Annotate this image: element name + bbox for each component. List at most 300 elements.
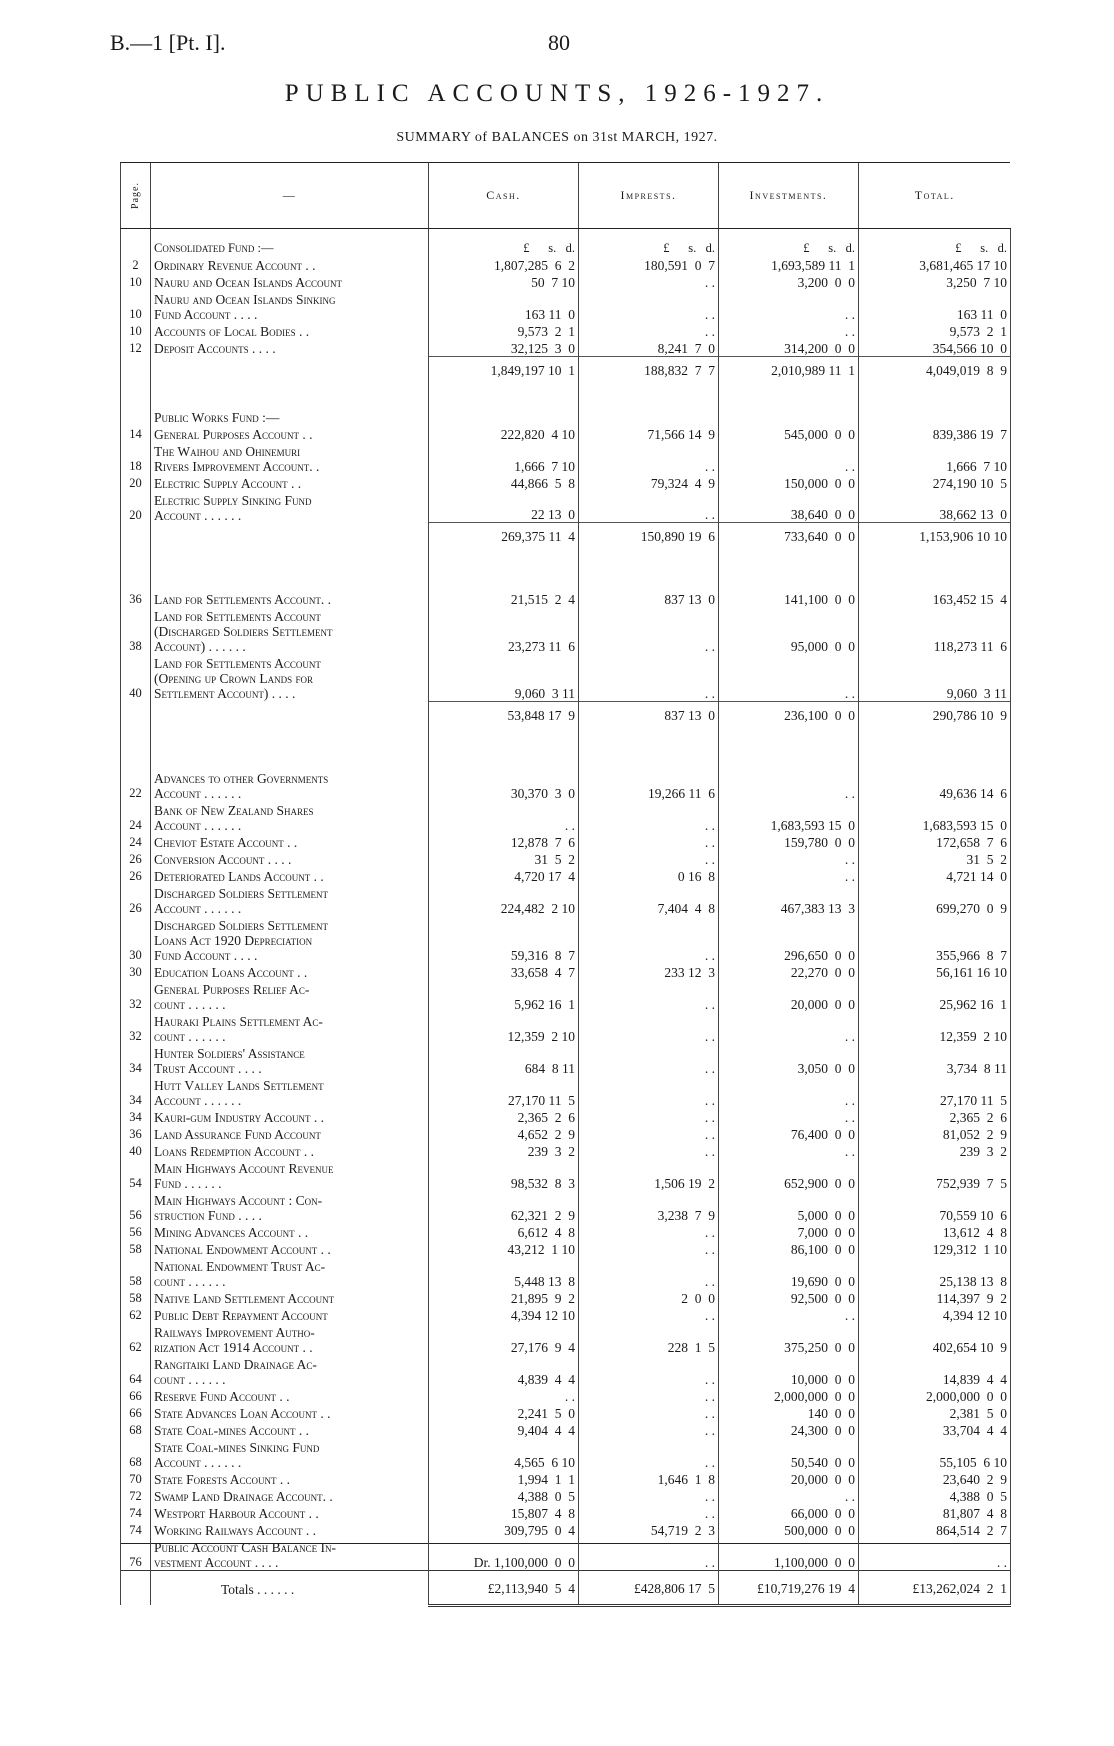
imprests-value: 837 13 0 (579, 590, 719, 607)
cash-value: 27,170 11 5 (429, 1076, 579, 1108)
page-ref (121, 386, 151, 425)
cash-value: 4,652 2 9 (429, 1125, 579, 1142)
cash-value: 15,807 4 8 (429, 1504, 579, 1521)
imprests-value: . . (579, 1355, 719, 1387)
total-value: 2,365 2 6 (859, 1108, 1011, 1125)
imprests-value: . . (579, 1108, 719, 1125)
cash-value: 62,321 2 9 (429, 1191, 579, 1223)
page-ref: 62 (121, 1323, 151, 1355)
spacer-cell (121, 731, 151, 769)
cash-value: 1,807,285 6 2 (429, 256, 579, 273)
page-ref: 30 (121, 916, 151, 963)
investments-value: . . (719, 850, 859, 867)
page-ref: 66 (121, 1387, 151, 1404)
page-ref: 18 (121, 442, 151, 474)
total-value: 56,161 16 10 (859, 963, 1011, 980)
account-name: Public Account Cash Balance In- vestment Account . . . . (151, 1538, 429, 1571)
table-row (121, 1076, 1011, 1108)
imprests-value: . . (579, 322, 719, 339)
total-value: 31 5 2 (859, 850, 1011, 867)
spacer-row (121, 731, 1011, 769)
subtotal-label (151, 356, 429, 386)
spacer-cell (151, 731, 429, 769)
page-ref (121, 356, 151, 386)
table-row (121, 1355, 1011, 1387)
imprests-value: 0 16 8 (579, 867, 719, 884)
page-ref: 64 (121, 1355, 151, 1387)
total-value: 27,170 11 5 (859, 1076, 1011, 1108)
cash-value: 5,448 13 8 (429, 1257, 579, 1289)
page-ref: 22 (121, 769, 151, 801)
investments-value: 76,400 0 0 (719, 1125, 859, 1142)
imprests-value: . . (579, 1438, 719, 1470)
total-value: 14,839 4 4 (859, 1355, 1011, 1387)
table-row (121, 1289, 1011, 1306)
cash-value: 4,565 6 10 (429, 1438, 579, 1470)
imprests-value: . . (579, 1223, 719, 1240)
imprests-value: . . (579, 1504, 719, 1521)
page-ref: 20 (121, 474, 151, 491)
investments-value: 19,690 0 0 (719, 1257, 859, 1289)
table-row (121, 1257, 1011, 1289)
table-row (121, 801, 1011, 833)
total-value: 274,190 10 5 (859, 474, 1011, 491)
subtotal-investments: 236,100 0 0 (719, 701, 859, 731)
subtotal-row (121, 523, 1011, 553)
table-row (121, 1108, 1011, 1125)
account-name: Advances to other Governments Account . . . . . . (151, 769, 429, 801)
section-heading-row (121, 386, 1011, 425)
spacer-cell (859, 552, 1011, 590)
cash-value: 239 3 2 (429, 1142, 579, 1159)
account-name: Land for Settlements Account (Discharged Soldiers Settlement Account) . . . . . . (151, 607, 429, 654)
table-row (121, 769, 1011, 801)
account-name: Discharged Soldiers Settlement Loans Act 1920 Depreciation Fund Account . . . . (151, 916, 429, 963)
investments-value: 545,000 0 0 (719, 425, 859, 442)
table-row (121, 607, 1011, 654)
investments-value: 2,000,000 0 0 (719, 1387, 859, 1404)
page-ref: 2 (121, 256, 151, 273)
total-value: 3,250 7 10 (859, 273, 1011, 290)
account-name: Conversion Account . . . . (151, 850, 429, 867)
subtotal-cash: 269,375 11 4 (429, 523, 579, 553)
page-title: PUBLIC ACCOUNTS, 1926-1927. (284, 80, 830, 107)
column-header-description: — (151, 163, 429, 229)
total-value: 13,612 4 8 (859, 1223, 1011, 1240)
investments-value: 7,000 0 0 (719, 1223, 859, 1240)
cash-value: 98,532 8 3 (429, 1159, 579, 1191)
cash-value: 33,658 4 7 (429, 963, 579, 980)
account-name: Accounts of Local Bodies . . (151, 322, 429, 339)
investments-value: . . (719, 769, 859, 801)
investments-value: 24,300 0 0 (719, 1421, 859, 1438)
cash-value: 1,666 7 10 (429, 442, 579, 474)
cash-value: . . (429, 1387, 579, 1404)
account-name: Native Land Settlement Account (151, 1289, 429, 1306)
total-value: 839,386 19 7 (859, 425, 1011, 442)
page-ref: 32 (121, 1012, 151, 1044)
header-row (121, 163, 1011, 229)
cash-value: 309,795 0 4 (429, 1521, 579, 1538)
total-value: 354,566 10 0 (859, 339, 1011, 356)
account-name: Electric Supply Account . . (151, 474, 429, 491)
table-row (121, 1438, 1011, 1470)
account-name: Deposit Accounts . . . . (151, 339, 429, 356)
page-ref: 36 (121, 1125, 151, 1142)
spacer-cell (121, 552, 151, 590)
subtotal-imprests: 188,832 7 7 (579, 356, 719, 386)
page-ref: 34 (121, 1044, 151, 1076)
table-row (121, 1191, 1011, 1223)
account-name: Hauraki Plains Settlement Ac- count . . . . . . (151, 1012, 429, 1044)
imprests-value: . . (579, 916, 719, 963)
imprests-value: . . (579, 1404, 719, 1421)
table-row (121, 1470, 1011, 1487)
imprests-value: . . (579, 1387, 719, 1404)
spacer-cell (859, 731, 1011, 769)
table-body (121, 229, 1011, 1606)
account-name: Main Highways Account Revenue Fund . . . . . . (151, 1159, 429, 1191)
imprests-value: . . (579, 801, 719, 833)
total-value: 1,666 7 10 (859, 442, 1011, 474)
page-ref: 30 (121, 963, 151, 980)
spacer-row (121, 552, 1011, 590)
page-ref: 74 (121, 1521, 151, 1538)
cash-value: 4,839 4 4 (429, 1355, 579, 1387)
table-row (121, 1159, 1011, 1191)
subtotal-row (121, 356, 1011, 386)
total-value: 12,359 2 10 (859, 1012, 1011, 1044)
imprests-value: . . (579, 273, 719, 290)
totals-investments: £10,719,276 19 4 (719, 1570, 859, 1605)
total-value: 3,734 8 11 (859, 1044, 1011, 1076)
imprests-value: 1,646 1 8 (579, 1470, 719, 1487)
page-ref (121, 701, 151, 731)
investments-value: 10,000 0 0 (719, 1355, 859, 1387)
page-ref: 76 (121, 1538, 151, 1571)
cash-value: 222,820 4 10 (429, 425, 579, 442)
account-name: Nauru and Ocean Islands Sinking Fund Account . . . . (151, 290, 429, 322)
imprests-value: . . (579, 1257, 719, 1289)
spacer-cell (579, 552, 719, 590)
investments-value: . . (719, 1487, 859, 1504)
imprests-value: . . (579, 654, 719, 701)
account-name: State Coal-mines Sinking Fund Account . . . . . . (151, 1438, 429, 1470)
cash-value: Dr. 1,100,000 0 0 (429, 1538, 579, 1571)
page-ref: 58 (121, 1289, 151, 1306)
investments-value: 1,100,000 0 0 (719, 1538, 859, 1571)
unit-label-cash: £ s. d. (429, 229, 579, 257)
cash-value: 31 5 2 (429, 850, 579, 867)
table-row (121, 322, 1011, 339)
totals-imprests: £428,806 17 5 (579, 1570, 719, 1605)
cash-value: 22 13 0 (429, 491, 579, 523)
page-ref: 10 (121, 322, 151, 339)
table-row (121, 884, 1011, 916)
total-value: 699,270 0 9 (859, 884, 1011, 916)
cash-value: 27,176 9 4 (429, 1323, 579, 1355)
imprests-value: 1,506 19 2 (579, 1159, 719, 1191)
investments-value: . . (719, 1108, 859, 1125)
imprests-value: . . (579, 1044, 719, 1076)
page-ref: 68 (121, 1421, 151, 1438)
balances-table (120, 162, 1010, 1597)
page-ref: 54 (121, 1159, 151, 1191)
investments-value: . . (719, 1142, 859, 1159)
table-row (121, 1044, 1011, 1076)
cash-value: 43,212 1 10 (429, 1240, 579, 1257)
cash-value: 32,125 3 0 (429, 339, 579, 356)
cash-value: 2,365 2 6 (429, 1108, 579, 1125)
totals-cash: £2,113,940 5 4 (429, 1570, 579, 1605)
page-ref: 10 (121, 290, 151, 322)
table-row (121, 1323, 1011, 1355)
investments-value: 5,000 0 0 (719, 1191, 859, 1223)
investments-value: 150,000 0 0 (719, 474, 859, 491)
totals-total: £13,262,024 2 1 (859, 1570, 1011, 1605)
cash-value: 684 8 11 (429, 1044, 579, 1076)
page-ref: 40 (121, 654, 151, 701)
table-row (121, 290, 1011, 322)
table-row (121, 654, 1011, 701)
imprests-value: . . (579, 1142, 719, 1159)
total-value: 25,962 16 1 (859, 980, 1011, 1012)
total-value: 25,138 13 8 (859, 1257, 1011, 1289)
imprests-value: . . (579, 290, 719, 322)
account-name: Bank of New Zealand Shares Account . . . . . . (151, 801, 429, 833)
account-name: Hunter Soldiers' Assistance Trust Account . . . . (151, 1044, 429, 1076)
imprests-value: . . (579, 442, 719, 474)
page-ref: 24 (121, 833, 151, 850)
account-name: National Endowment Trust Ac- count . . . . . . (151, 1257, 429, 1289)
total-value: 49,636 14 6 (859, 769, 1011, 801)
section-heading: Consolidated Fund :— (151, 229, 429, 257)
spacer-cell (719, 552, 859, 590)
page-ref: 62 (121, 1306, 151, 1323)
table-row (121, 867, 1011, 884)
imprests-value: . . (579, 1538, 719, 1571)
investments-value: 159,780 0 0 (719, 833, 859, 850)
total-value: 172,658 7 6 (859, 833, 1011, 850)
total-value: 129,312 1 10 (859, 1240, 1011, 1257)
table-row (121, 1142, 1011, 1159)
account-name: Cheviot Estate Account . . (151, 833, 429, 850)
table-row (121, 833, 1011, 850)
total-value: 3,681,465 17 10 (859, 256, 1011, 273)
imprests-value: 180,591 0 7 (579, 256, 719, 273)
imprests-value: . . (579, 850, 719, 867)
page-ref: 26 (121, 850, 151, 867)
subtotal-label (151, 523, 429, 553)
investments-value: . . (719, 867, 859, 884)
investments-value: 22,270 0 0 (719, 963, 859, 980)
account-name: Education Loans Account . . (151, 963, 429, 980)
total-value: 752,939 7 5 (859, 1159, 1011, 1191)
account-name: Kauri-gum Industry Account . . (151, 1108, 429, 1125)
page-ref (121, 523, 151, 553)
cash-value: 4,388 0 5 (429, 1487, 579, 1504)
total-value: 9,573 2 1 (859, 322, 1011, 339)
page-ref: 66 (121, 1404, 151, 1421)
table-row (121, 1538, 1011, 1571)
table-row (121, 590, 1011, 607)
total-value: 163,452 15 4 (859, 590, 1011, 607)
account-name: Reserve Fund Account . . (151, 1387, 429, 1404)
account-name: Land for Settlements Account. . (151, 590, 429, 607)
account-name: Nauru and Ocean Islands Account (151, 273, 429, 290)
account-name: State Advances Loan Account . . (151, 1404, 429, 1421)
table-row (121, 1387, 1011, 1404)
total-value: 81,052 2 9 (859, 1125, 1011, 1142)
table-row (121, 1223, 1011, 1240)
table-row (121, 442, 1011, 474)
cash-value: 163 11 0 (429, 290, 579, 322)
unit-row (121, 229, 1011, 257)
account-name: Rangitaiki Land Drainage Ac- count . . . . . . (151, 1355, 429, 1387)
investments-value: 66,000 0 0 (719, 1504, 859, 1521)
spacer-cell (151, 552, 429, 590)
imprests-value: . . (579, 1076, 719, 1108)
page-ref: 72 (121, 1487, 151, 1504)
imprests-value: . . (579, 833, 719, 850)
account-name: The Waihou and Ohinemuri Rivers Improvement Account. . (151, 442, 429, 474)
page-number: 80 (548, 30, 570, 55)
imprests-value: 19,266 11 6 (579, 769, 719, 801)
subtotal-total: 4,049,019 8 9 (859, 356, 1011, 386)
imprests-value: . . (579, 1240, 719, 1257)
investments-value: 50,540 0 0 (719, 1438, 859, 1470)
account-name: Land Assurance Fund Account (151, 1125, 429, 1142)
cash-value: 4,720 17 4 (429, 867, 579, 884)
table-row (121, 963, 1011, 980)
account-name: Main Highways Account : Con- struction Fund . . . . (151, 1191, 429, 1223)
subtotal-row (121, 701, 1011, 731)
page-ref: 32 (121, 980, 151, 1012)
cash-value: . . (429, 801, 579, 833)
subtotal-investments: 733,640 0 0 (719, 523, 859, 553)
subtotal-label (151, 701, 429, 731)
investments-value: 467,383 13 3 (719, 884, 859, 916)
page-ref: 58 (121, 1257, 151, 1289)
investments-value: 92,500 0 0 (719, 1289, 859, 1306)
totals-row (121, 1570, 1011, 1605)
account-name: Electric Supply Sinking Fund Account . . . . . . (151, 491, 429, 523)
page-ref: 12 (121, 339, 151, 356)
spacer-cell (429, 731, 579, 769)
subtotal-investments: 2,010,989 11 1 (719, 356, 859, 386)
investments-value: . . (719, 1306, 859, 1323)
page-ref: 36 (121, 590, 151, 607)
cash-blank (429, 386, 579, 425)
account-name: Swamp Land Drainage Account. . (151, 1487, 429, 1504)
cash-value: 4,394 12 10 (429, 1306, 579, 1323)
page-ref: 14 (121, 425, 151, 442)
total-value: 38,662 13 0 (859, 491, 1011, 523)
section-heading: Public Works Fund :— (151, 386, 429, 425)
cash-value: 1,994 1 1 (429, 1470, 579, 1487)
total-value: 864,514 2 7 (859, 1521, 1011, 1538)
imprests-value: . . (579, 1012, 719, 1044)
total-blank (859, 386, 1011, 425)
cash-value: 59,316 8 7 (429, 916, 579, 963)
imprests-value: . . (579, 1125, 719, 1142)
account-name: Mining Advances Account . . (151, 1223, 429, 1240)
account-name: General Purposes Account . . (151, 425, 429, 442)
imprests-value: . . (579, 491, 719, 523)
investments-value: 1,683,593 15 0 (719, 801, 859, 833)
table-row (121, 273, 1011, 290)
total-value: 402,654 10 9 (859, 1323, 1011, 1355)
imprests-value: 228 1 5 (579, 1323, 719, 1355)
subtotal-total: 290,786 10 9 (859, 701, 1011, 731)
cash-value: 2,241 5 0 (429, 1404, 579, 1421)
table-row (121, 980, 1011, 1012)
investments-value: . . (719, 442, 859, 474)
totals-label: Totals . . . . . . (151, 1570, 429, 1605)
page-ref: 34 (121, 1076, 151, 1108)
page-ref: 38 (121, 607, 151, 654)
total-value: 355,966 8 7 (859, 916, 1011, 963)
table-row (121, 1125, 1011, 1142)
table-row (121, 474, 1011, 491)
column-header-total: Total. (859, 163, 1011, 229)
investments-value: 95,000 0 0 (719, 607, 859, 654)
investments-value: . . (719, 1012, 859, 1044)
document-reference: B.—1 [Pt. I]. (110, 30, 226, 55)
total-value: 4,721 14 0 (859, 867, 1011, 884)
investments-value: 500,000 0 0 (719, 1521, 859, 1538)
total-value: 118,273 11 6 (859, 607, 1011, 654)
account-name: National Endowment Account . . (151, 1240, 429, 1257)
account-name: General Purposes Relief Ac- count . . . . . . (151, 980, 429, 1012)
investments-value: . . (719, 322, 859, 339)
investments-value: . . (719, 290, 859, 322)
imprests-value: 71,566 14 9 (579, 425, 719, 442)
table-row (121, 1504, 1011, 1521)
total-value: 4,394 12 10 (859, 1306, 1011, 1323)
cash-value: 21,515 2 4 (429, 590, 579, 607)
imprests-value: 7,404 4 8 (579, 884, 719, 916)
table-row (121, 1306, 1011, 1323)
total-value: 23,640 2 9 (859, 1470, 1011, 1487)
account-name: Public Debt Repayment Account (151, 1306, 429, 1323)
subtotal-total: 1,153,906 10 10 (859, 523, 1011, 553)
total-value: 9,060 3 11 (859, 654, 1011, 701)
imprests-value: 54,719 2 3 (579, 1521, 719, 1538)
imprests-value: 233 12 3 (579, 963, 719, 980)
spacer-cell (429, 552, 579, 590)
investments-value: 1,693,589 11 1 (719, 256, 859, 273)
column-header-investments: Investments. (719, 163, 859, 229)
cash-value: 23,273 11 6 (429, 607, 579, 654)
subtotal-cash: 1,849,197 10 1 (429, 356, 579, 386)
table-row (121, 339, 1011, 356)
unit-label-imprests: £ s. d. (579, 229, 719, 257)
imprests-value: . . (579, 1306, 719, 1323)
table-row (121, 1521, 1011, 1538)
cash-value: 12,359 2 10 (429, 1012, 579, 1044)
spacer-cell (719, 731, 859, 769)
account-name: Working Railways Account . . (151, 1521, 429, 1538)
imprests-value: . . (579, 1487, 719, 1504)
table-row (121, 916, 1011, 963)
cash-value: 50 7 10 (429, 273, 579, 290)
total-value: 163 11 0 (859, 290, 1011, 322)
account-name: State Forests Account . . (151, 1470, 429, 1487)
investments-value: . . (719, 1076, 859, 1108)
investments-value: 3,200 0 0 (719, 273, 859, 290)
investments-value: 141,100 0 0 (719, 590, 859, 607)
